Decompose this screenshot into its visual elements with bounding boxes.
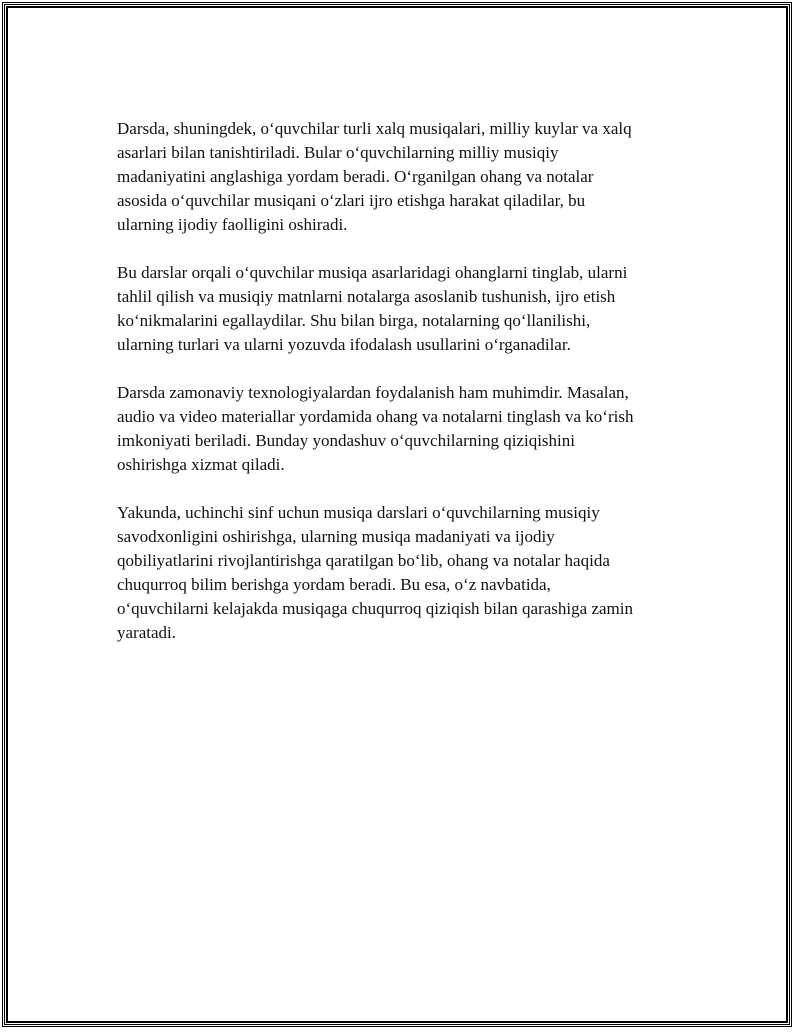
document-body bbox=[117, 117, 697, 669]
paragraph-1: Darsda, shuningdek, o‘quvchilar turli xalq musiqalari, milliy kuylar va xalq asarlari bilan tanishtiriladi. Bular o‘quvchilarning milliy musiqiy madaniyatini anglashiga yordam beradi. O‘rganilgan ohang va notalar asosida o‘quvchilar musiqani o‘zlari ijro etishga harakat qiladilar, bu ularning ijodiy faolligini oshiradi. bbox=[117, 119, 632, 234]
paragraph-3: Darsda zamonaviy texnologiyalardan foydalanish ham muhimdir. Masalan, audio va video materiallar yordamida ohang va notalarni tinglash va ko‘rish imkoniyati beriladi. Bunday yondashuv o‘quvchilarning qiziqishini oshirishga xizmat qiladi. bbox=[117, 383, 634, 474]
paragraph-4: Yakunda, uchinchi sinf uchun musiqa darslari o‘quvchilarning musiqiy savodxonligini oshirishga, ularning musiqa madaniyati va ijodiy qobiliyatlarini rivojlantirishga qaratilgan bo‘lib, ohang va notalar haqida chuqurroq bilim berishga yordam beradi. Bu esa, o‘z navbatida, o‘quvchilarni kelajakda musiqaga chuqurroq qiziqish bilan qarashiga zamin yaratadi. bbox=[117, 503, 633, 642]
paragraph-2: Bu darslar orqali o‘quvchilar musiqa asarlaridagi ohanglarni tinglab, ularni tahlil qilish va musiqiy matnlarni notalarga asoslanib tushunish, ijro etish ko‘nikmalarini egallaydilar. Shu bilan birga, notalarning qo‘llanilishi, ularning turlari va ularni yozuvda ifodalash usullarini o‘rganadilar. bbox=[117, 263, 628, 354]
